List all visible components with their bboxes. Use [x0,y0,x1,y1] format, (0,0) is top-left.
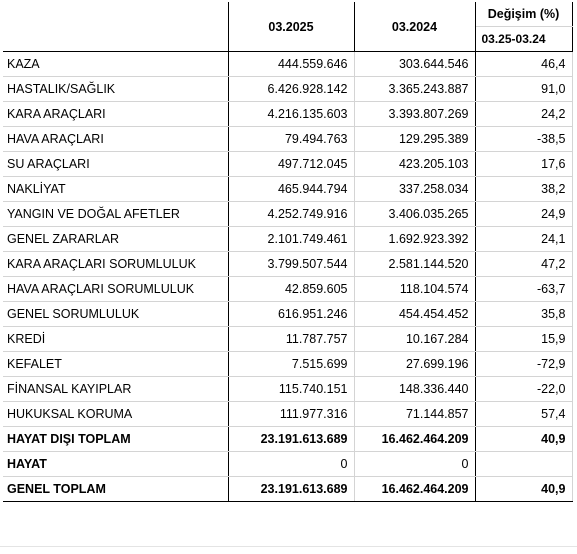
row-label: KAZA [3,52,228,77]
change-value: 40,9 [475,427,572,452]
value-2024: 71.144.857 [354,402,475,427]
row-label: GENEL ZARARLAR [3,227,228,252]
table-row [3,402,572,427]
change-value: 15,9 [475,327,572,352]
value-2024: 3.406.035.265 [354,202,475,227]
row-label: KARA ARAÇLARI [3,102,228,127]
change-value: 24,2 [475,102,572,127]
row-label: HAYAT [3,452,228,477]
change-value: -72,9 [475,352,572,377]
value-2024: 423.205.103 [354,152,475,177]
bottom-divider [0,546,577,547]
change-value: -22,0 [475,377,572,402]
value-2025: 115.740.151 [228,377,354,402]
value-2024: 2.581.144.520 [354,252,475,277]
total-row-non-life [3,427,572,452]
value-2025: 444.559.646 [228,52,354,77]
value-2024: 27.699.196 [354,352,475,377]
row-label: HAVA ARAÇLARI [3,127,228,152]
table-row [3,277,572,302]
table-row [3,102,572,127]
header-2024: 03.2024 [354,2,475,52]
change-value: 91,0 [475,77,572,102]
value-2024: 3.365.243.887 [354,77,475,102]
table-row [3,352,572,377]
row-label: FİNANSAL KAYIPLAR [3,377,228,402]
value-2025: 4.252.749.916 [228,202,354,227]
value-2025: 6.426.928.142 [228,77,354,102]
row-label: HAVA ARAÇLARI SORUMLULUK [3,277,228,302]
table-row [3,227,572,252]
table-row [3,202,572,227]
value-2024: 337.258.034 [354,177,475,202]
value-2025: 465.944.794 [228,177,354,202]
value-2025: 616.951.246 [228,302,354,327]
table-row [3,77,572,102]
value-2025: 2.101.749.461 [228,227,354,252]
table-row [3,52,572,77]
value-2025: 42.859.605 [228,277,354,302]
table-row [3,302,572,327]
header-change-title: Değişim (%) [475,2,572,27]
value-2024: 118.104.574 [354,277,475,302]
change-value: 35,8 [475,302,572,327]
table-row [3,327,572,352]
value-2025: 111.977.316 [228,402,354,427]
value-2025: 23.191.613.689 [228,477,354,502]
change-value: 57,4 [475,402,572,427]
change-value: 46,4 [475,52,572,77]
value-2024: 16.462.464.209 [354,427,475,452]
value-2025: 79.494.763 [228,127,354,152]
value-2025: 11.787.757 [228,327,354,352]
change-value: 17,6 [475,152,572,177]
value-2024: 454.454.452 [354,302,475,327]
value-2025: 7.515.699 [228,352,354,377]
change-value: 24,9 [475,202,572,227]
value-2025: 0 [228,452,354,477]
value-2024: 0 [354,452,475,477]
change-value: 38,2 [475,177,572,202]
row-label: KREDİ [3,327,228,352]
row-label: HASTALIK/SAĞLIK [3,77,228,102]
change-value [475,452,572,477]
change-value: -63,7 [475,277,572,302]
row-label: SU ARAÇLARI [3,152,228,177]
header-2025: 03.2025 [228,2,354,52]
change-value: 40,9 [475,477,572,502]
row-label: KEFALET [3,352,228,377]
row-label: YANGIN VE DOĞAL AFETLER [3,202,228,227]
table-row [3,377,572,402]
value-2025: 23.191.613.689 [228,427,354,452]
value-2024: 303.644.546 [354,52,475,77]
value-2025: 4.216.135.603 [228,102,354,127]
change-value: 24,1 [475,227,572,252]
row-label: GENEL TOPLAM [3,477,228,502]
table-row [3,177,572,202]
header-empty-cell [3,2,228,52]
value-2025: 3.799.507.544 [228,252,354,277]
value-2024: 148.336.440 [354,377,475,402]
table-row [3,252,572,277]
value-2024: 1.692.923.392 [354,227,475,252]
total-row-life [3,452,572,477]
header-change-period: 03.25-03.24 [475,27,572,52]
row-label: HAYAT DIŞI TOPLAM [3,427,228,452]
change-value: -38,5 [475,127,572,152]
value-2024: 16.462.464.209 [354,477,475,502]
table-row [3,127,572,152]
table-row [3,152,572,177]
grand-total-row [3,477,572,502]
premium-table [3,2,573,502]
value-2024: 129.295.389 [354,127,475,152]
value-2025: 497.712.045 [228,152,354,177]
value-2024: 3.393.807.269 [354,102,475,127]
value-2024: 10.167.284 [354,327,475,352]
row-label: KARA ARAÇLARI SORUMLULUK [3,252,228,277]
row-label: GENEL SORUMLULUK [3,302,228,327]
row-label: NAKLİYAT [3,177,228,202]
row-label: HUKUKSAL KORUMA [3,402,228,427]
change-value: 47,2 [475,252,572,277]
